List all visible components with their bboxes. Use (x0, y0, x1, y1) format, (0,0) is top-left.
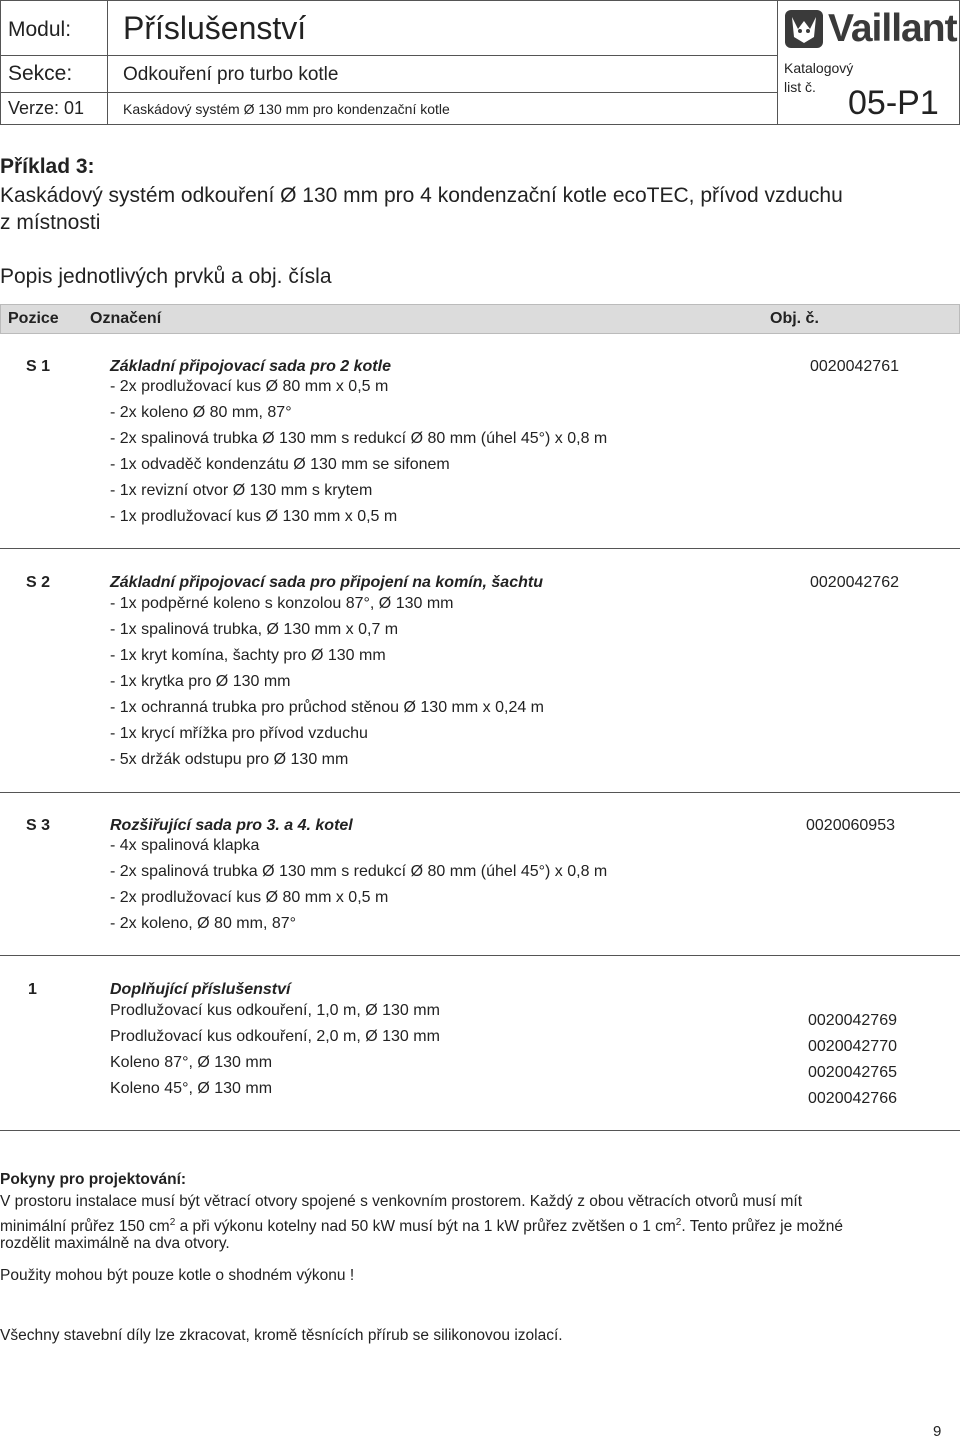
row-divider (0, 548, 960, 549)
row-title: Rozšiřující sada pro 3. a 4. kotel (110, 817, 353, 834)
col-header-pos: Pozice (8, 310, 59, 327)
sekce-label: Sekce: (8, 62, 73, 85)
row-item: - 2x koleno, Ø 80 mm, 87° (110, 915, 297, 932)
row-order-number: 0020042765 (808, 1064, 897, 1081)
sheet-id: 05-P1 (848, 84, 939, 122)
row-item: Prodlužovací kus odkouření, 2,0 m, Ø 130 mm (110, 1028, 440, 1045)
row-order-number: 0020042761 (810, 358, 899, 375)
col-header-name: Označení (90, 310, 162, 327)
row-order-number: 0020042770 (808, 1038, 897, 1055)
row-item: - 2x koleno Ø 80 mm, 87° (110, 404, 292, 421)
hare-logo-icon (784, 9, 824, 49)
row-position: 1 (28, 981, 37, 998)
notes-text: a při výkonu kotelny nad 50 kW musí být na 1 kW průřez zvětšen o 1 cm (175, 1218, 676, 1235)
row-item: - 2x spalinová trubka Ø 130 mm s redukcí Ø 80 mm (úhel 45°) x 0,8 m (110, 430, 608, 447)
row-item: - 1x krytka pro Ø 130 mm (110, 673, 291, 690)
row-item: Koleno 45°, Ø 130 mm (110, 1080, 273, 1097)
section-heading: Popis jednotlivých prvků a obj. čísla (0, 265, 332, 288)
row-item: - 1x podpěrné koleno s konzolou 87°, Ø 130 mm (110, 595, 454, 612)
example-desc-line1: Kaskádový systém odkouření Ø 130 mm pro 4 kondenzační kotle ecoTEC, přívod vzduchu (0, 184, 843, 207)
logo-wordmark: Vaillant (828, 7, 957, 50)
row-item: - 1x krycí mřížka pro přívod vzduchu (110, 725, 368, 742)
row-item: - 2x spalinová trubka Ø 130 mm s redukcí Ø 80 mm (úhel 45°) x 0,8 m (110, 863, 608, 880)
row-item: - 5x držák odstupu pro Ø 130 mm (110, 751, 349, 768)
row-item: Prodlužovací kus odkouření, 1,0 m, Ø 130 mm (110, 1002, 440, 1019)
row-order-number: 0020042766 (808, 1090, 897, 1107)
notes-paragraph-1a: V prostoru instalace musí být větrací otvory spojené s venkovním prostorem. Každý z obou větracích otvorů musí mít (0, 1193, 803, 1210)
notes-paragraph-2: Použity mohou být pouze kotle o shodném výkonu ! (0, 1267, 355, 1284)
row-item: - 1x revizní otvor Ø 130 mm s krytem (110, 482, 373, 499)
row-item: Koleno 87°, Ø 130 mm (110, 1054, 273, 1071)
row-item: - 1x spalinová trubka, Ø 130 mm x 0,7 m (110, 621, 399, 638)
row-title: Základní připojovací sada pro připojení na komín, šachtu (110, 574, 543, 591)
row-order-number: 0020042762 (810, 574, 899, 591)
row-item: - 4x spalinová klapka (110, 837, 260, 854)
row-item: - 1x ochranná trubka pro průchod stěnou Ø 130 mm x 0,24 m (110, 699, 545, 716)
modul-label: Modul: (8, 18, 72, 41)
row-divider (0, 955, 960, 956)
catalog-label-1: Katalogový (784, 60, 854, 76)
row-order-number: 0020060953 (806, 817, 895, 834)
page-subsubtitle: Kaskádový systém Ø 130 mm pro kondenzační kotle (123, 101, 450, 117)
row-order-number: 0020042769 (808, 1012, 897, 1029)
superscript: 2 (169, 1217, 176, 1228)
notes-text: . Tento průřez je možné (681, 1218, 844, 1235)
vaillant-logo (784, 6, 956, 52)
notes-text: minimální průřez 150 cm (0, 1218, 170, 1235)
verze-label: Verze: 01 (8, 98, 85, 118)
row-divider (0, 792, 960, 793)
header-divider-2 (0, 92, 778, 93)
superscript: 2 (675, 1217, 682, 1228)
notes-paragraph-3: Všechny stavební díly lze zkracovat, kromě těsnících přírub se silikonovou izolací. (0, 1327, 563, 1344)
example-desc-line2: z místnosti (0, 211, 101, 234)
row-item: - 1x prodlužovací kus Ø 130 mm x 0,5 m (110, 508, 398, 525)
row-item: - 2x prodlužovací kus Ø 80 mm x 0,5 m (110, 889, 389, 906)
row-position: S 2 (26, 574, 51, 591)
example-heading: Příklad 3: (0, 155, 95, 178)
header-divider-1 (0, 55, 778, 56)
row-item: - 1x kryt komína, šachty pro Ø 130 mm (110, 647, 386, 664)
notes-heading: Pokyny pro projektování: (0, 1171, 187, 1188)
notes-paragraph-1c: rozdělit maximálně na dva otvory. (0, 1235, 230, 1252)
row-title: Doplňující příslušenství (110, 981, 291, 998)
row-title: Základní připojovací sada pro 2 kotle (110, 358, 391, 375)
page-subtitle: Odkouření pro turbo kotle (123, 64, 339, 85)
catalog-label-2: list č. (784, 79, 816, 95)
row-item: - 1x odvaděč kondenzátu Ø 130 mm se sifonem (110, 456, 450, 473)
page-title: Příslušenství (123, 10, 307, 46)
row-position: S 1 (26, 358, 51, 375)
row-position: S 3 (26, 817, 51, 834)
row-item: - 2x prodlužovací kus Ø 80 mm x 0,5 m (110, 378, 389, 395)
page-number: 9 (933, 1423, 942, 1440)
col-header-num: Obj. č. (770, 310, 819, 327)
row-divider (0, 1130, 960, 1131)
